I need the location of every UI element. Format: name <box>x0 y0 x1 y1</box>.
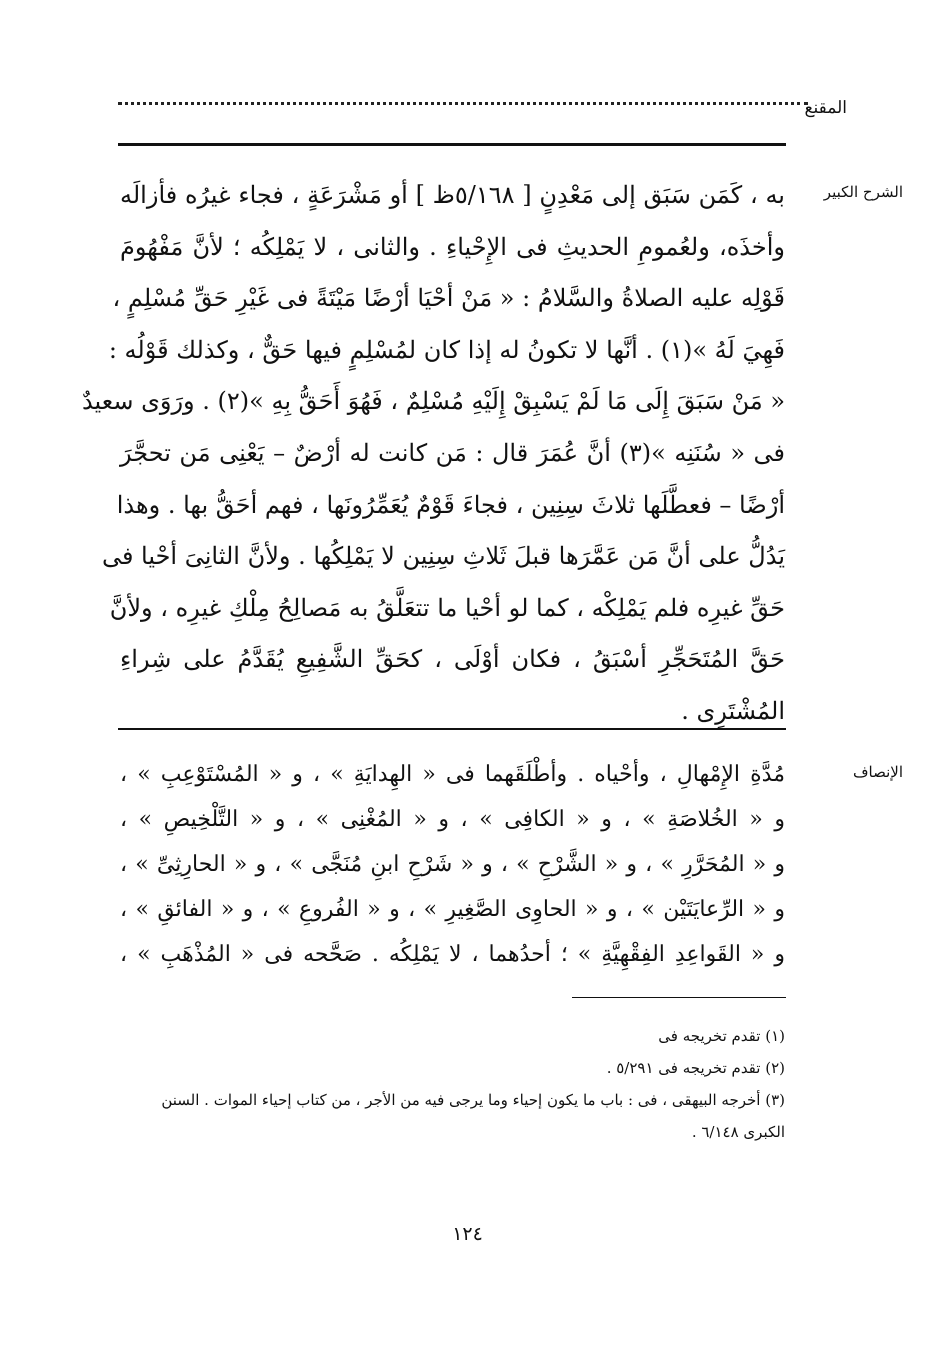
sharh-line: يَدُلُّ على أنَّ مَن عَمَّرَها قبلَ ثَلاثِ سِنِين لا يَمْلِكُها . ولأنَّ الثانِىَ أحْيا فى <box>101 542 785 571</box>
footnote: (٢) تقدم تخريجه فى ٥/٢٩١ . <box>606 1059 785 1077</box>
footnote: (٣) أخرجه البيهقى ، فى : باب ما يكون إحياء وما يرجى فيه من الأجر ، من كتاب إحياء الموات . السنن <box>161 1091 785 1109</box>
header-rule <box>118 143 786 146</box>
footnote: (١) تقدم تخريجه فى <box>658 1027 785 1045</box>
running-head-title: المقنع <box>804 98 847 118</box>
sharh-text-block <box>81 170 786 738</box>
footnote-rule <box>572 997 786 998</box>
sharh-line: به ، كَمَن سَبَق إلى مَعْدِنٍ [ ٥/١٦٨ظ ] أو مَشْرَعَةٍ ، فجاء غيرُه فأزالَه <box>120 181 785 209</box>
insaf-line: و « القَواعِدِ الفِقْهِيَّةِ » ؛ أحدُهما ، لا يَمْلِكُه . صَحَّحه فى « المُذْهَبِ » ، <box>120 942 785 967</box>
sharh-line: حَقَّ المُتَحَجِّرِ أسْبَقُ ، فكان أوْلَى ، كحَقِّ الشَّفِيعِ يُقَدَّمُ على شِراءِ <box>120 645 785 674</box>
sharh-line: فى « سُنَنِه »(٣) أنَّ عُمَرَ قال : مَن كانت له أرْضٌ – يَعْنِى مَن تحجَّرَ <box>120 438 786 467</box>
sharh-line: أرْضًا – فعطَّلَها ثلاثَ سِنِين ، فجاءَ قَوْمٌ يُعَمِّرُونَها ، فهم أحَقُّ بها . وهذا <box>116 490 785 519</box>
insaf-line: و « المُحَرَّرِ » ، و « الشَّرْحِ » ، و « شَرْحِ ابنِ مُنَجَّى » ، و « الحارِثِىِّ » ، <box>120 852 786 877</box>
sharh-line: حَقِّ غيرِه فلم يَمْلِكْه ، كما لو أحْيا ما تتعَلَّقُ به مَصالِحُ مِلْكِ غيرِه ، ولأنَّ <box>109 593 785 622</box>
sharh-line: وأخذَه، ولعُمومِ الحديثِ فى الإِحْياءِ . والثانى ، لا يَمْلِكُه ؛ لأنَّ مَفْهُومَ <box>120 232 785 261</box>
sharh-side-label: الشرح الكبير <box>823 183 903 201</box>
insaf-line: و « الخُلاصَةِ » ، و « الكافِى » ، و « المُغْنِى » ، و « التَّلْخِيصِ » ، <box>120 807 785 832</box>
insaf-line: و « الرِّعايَتَيْن » ، و « الحاوِى الصَّغِيرِ » ، و « الفُروعِ » ، و « الفائقِ » ، <box>120 897 785 922</box>
footnotes <box>120 1020 785 1148</box>
section-divider <box>118 728 786 730</box>
sharh-line: المُشْتَرِى . <box>681 696 785 725</box>
insaf-side-label: الإنصاف <box>852 763 903 781</box>
sharh-line: فَهِيَ لَهُ »(١) . أنَّها لا تكونُ له إذا كان لمُسْلِمٍ فيها حَقٌّ ، وكذلك قَوْلُه : <box>108 335 785 364</box>
page-number: ١٢٤ <box>452 1223 483 1245</box>
dot-leader <box>118 102 808 105</box>
footnote: الكبرى ٦/١٤٨ . <box>691 1123 785 1141</box>
insaf-text-block <box>120 752 785 977</box>
sharh-line: « مَنْ سَبَقَ إِلَى مَا لَمْ يَسْبِقْ إِلَيْهِ مُسْلِمٌ ، فَهُوَ أَحَقُّ بِهِ »(٢) . ورَوَى سعيدٌ <box>81 387 785 416</box>
sharh-line: قَوْلِه عليه الصلاةُ والسَّلامُ : « مَنْ أحْيَا أرْضًا مَيْتَةً فى غَيْرِ حَقِّ مُسْلِمٍ ، <box>112 284 785 313</box>
insaf-line: مُدَّةِ الإِمْهالِ ، وأحْياه . وأطْلَقَهما فى « الهِدايَةِ » ، و « المُسْتَوْعِبِ » ، <box>120 762 785 787</box>
